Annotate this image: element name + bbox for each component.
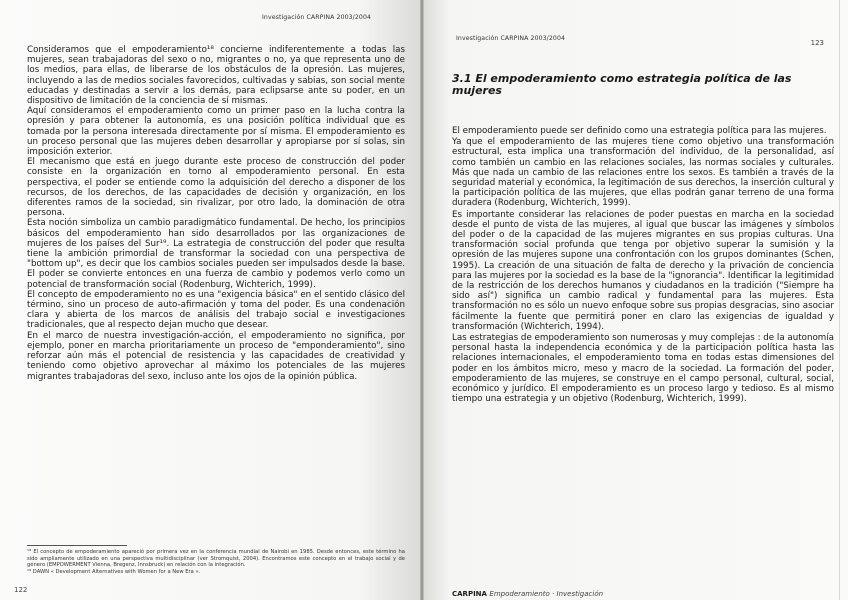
paragraph: Esta noción simboliza un cambio paradigmático fundamental. De hecho, los principios básicos del empoderamiento han sido desarrollados por las organizaciones de mujeres de los países del Sur¹⁹. La estrategia de construcción del poder que resulta tiene la ambición primordial de transformar la sociedad con una perspectiva de "bottom up", es decir que los cambios sociales pueden ser impulsados desde la base. El poder se convierte entonces en una fuerza de cambio y podemos verlo como un potencial de transformación social (Rodenburg, Wichterich, 1999). [27,218,405,290]
paragraph: En el marco de nuestra investigación-acción, el empoderamiento no significa, por ejemplo, poner en marcha prioritariamente un proceso de "emponderamiento", sino reforzar aún más el potencial de resistencia y las capacidades de creatividad y teniendo como objetivo aprovechar al máximo los potenciales de las mujeres migrantes trabajadoras del sexo, incluso ante los ojos de la opinión pública. [27,330,405,382]
paragraph: Las estrategias de empoderamiento son numerosas y muy complejas : de la autonomía personal hasta la independencia económica y de la participación política hasta las relaciones internacionales, el empoderamiento toma en todas estas dimensiones del poder en los ámbitos micro, meso y macro de la sociedad. La formación del poder, empoderamiento de las mujeres, se construye en el campo personal, cultural, social, económico y jurídico. El empoderamiento es un proceso largo y tedioso. Es al mismo tiempo una estrategia y un objetivo (Rodenburg, Wichterich, 1999). [452,333,834,405]
left-page [0,0,422,600]
paragraph: Consideramos que el empoderamiento¹⁸ concierne indiferentemente a todas las mujeres, sean trabajadoras del sexo o no, migrantes o no, ya que representa uno de los medios, para ellas, de liberarse de los obstáculos de la opresión. Las mujeres, incluyendo a las de medios sociales favorecidos, cultivadas y sabias, son social mente educadas y destinadas a servir a los demás, para eclipsarse ante su poder, en un dispositivo de limitación de la conciencia de sí mismas. [27,45,405,107]
paragraph: Es importante considerar las relaciones de poder puestas en marcha en la sociedad desde el punto de vista de las mujeres, al igual que buscar las imágenes y símbolos del poder o de la capacidad de las mujeres migrantes en sus propias culturas. Una transformación social profunda que tenga por objetivo superar la sumisión y la opresión de las mujeres supone una confrontación con los grupos dominantes (Schen, 1995). La creación de una situación de falta de derecho y la privación de conciencia para las mujeres por la sociedad es la base de la "ignorancia". Identificar la legitimidad de la restricción de los derechos humanos y ciudadanos en la tradición ("Siempre ha sido así") significa un cambio radical y fundamental para las mujeres. Esta transformación no es sólo un nuevo enfoque sobre sus propias desgracias, sino asociar fácilmente la fuente que permitirá poner en claro las exigencias de igualdad y transformación (Wichterich, 1994). [452,209,834,332]
paragraph: El mecanismo que está en juego durante este proceso de construcción del poder consiste en la organización en torno al empoderamiento personal. En esta perspectiva, el poder se entiende como la adquisición del derecho a disponer de los recursos, de los derechos, de las capacidades de decisión y organización, en los diferentes ramos de la sociedad, sin rivalizar, por otro lado, la dominación de otra persona. [27,157,405,219]
footnote: ¹⁸ El concepto de empoderamiento apareció por primera vez en la conferencia mundial de Nairobi en 1985. Desde entonces, este término ha sido ampliamente utilizado en una perspectiva multidisciplinar (ver Stromquist, 2004). Encontramos este concepto en el trabajo social y de género (EMPOWERMENT Vienna, Bregenz, Innsbruck) en relación con la integración. [27,549,405,569]
paragraph: El concepto de empoderamiento no es una "exigencia básica" en el sentido clásico del término, sino un proceso de auto-afirmación y toma del poder. Es una condenación clara y abierta de los marcos de análisis del trabajo social e investigaciones tradicionales, que al respecto dejan mucho que desear. [27,289,405,331]
right-body-text [452,126,834,405]
paragraph: Ya que el empoderamiento de las mujeres tiene como objetivo una transformación estructural, esta implica una transformación del individuo, de la personalidad, así como también un cambio en las relaciones sociales, las normas sociales y culturales. Más que nada un cambio de las relaciones entre los sexos. Es también a través de la seguridad material y económica, la legitimación de sus derechos, la inserción cultural y la participación política de las mujeres, que ellas podrán ganar terreno de una forma duradera (Rodenburg, Wichterich, 1999). [452,137,834,209]
footnotes [27,549,405,575]
page-number: 122 [14,586,28,594]
scan-edge [839,0,840,600]
footer-brand-name: CARPINA [452,590,487,598]
running-head: Investigación CARPINA 2003/2004 [456,35,566,42]
page-number: 123 [810,39,824,47]
footer-brand [452,590,603,598]
footer-tagline: Empoderamiento · Investigación [489,590,604,598]
left-body-text [27,45,405,382]
footnote-divider [27,545,127,546]
right-page [424,0,848,600]
section-title: 3.1 El empoderamiento como estrategia política de las mujeres [452,72,792,97]
paragraph: Aquí consideramos el empoderamiento como un primer paso en la lucha contra la opresión y para obtener la autonomía, es una posición política individual que es tomada por la persona interesada directamente por sí misma. El empoderamiento es un proceso personal que las mujeres deben desarrollar y apropiarse por sí solas, sin imposición exterior. [27,106,405,158]
running-head: Investigación CARPINA 2003/2004 [262,14,372,21]
footnote: ¹⁹ DAWN « Development Alternatives with Women for a New Era ». [27,568,201,575]
paragraph: El empoderamiento puede ser definido como una estrategia política para las mujeres. [452,126,827,136]
